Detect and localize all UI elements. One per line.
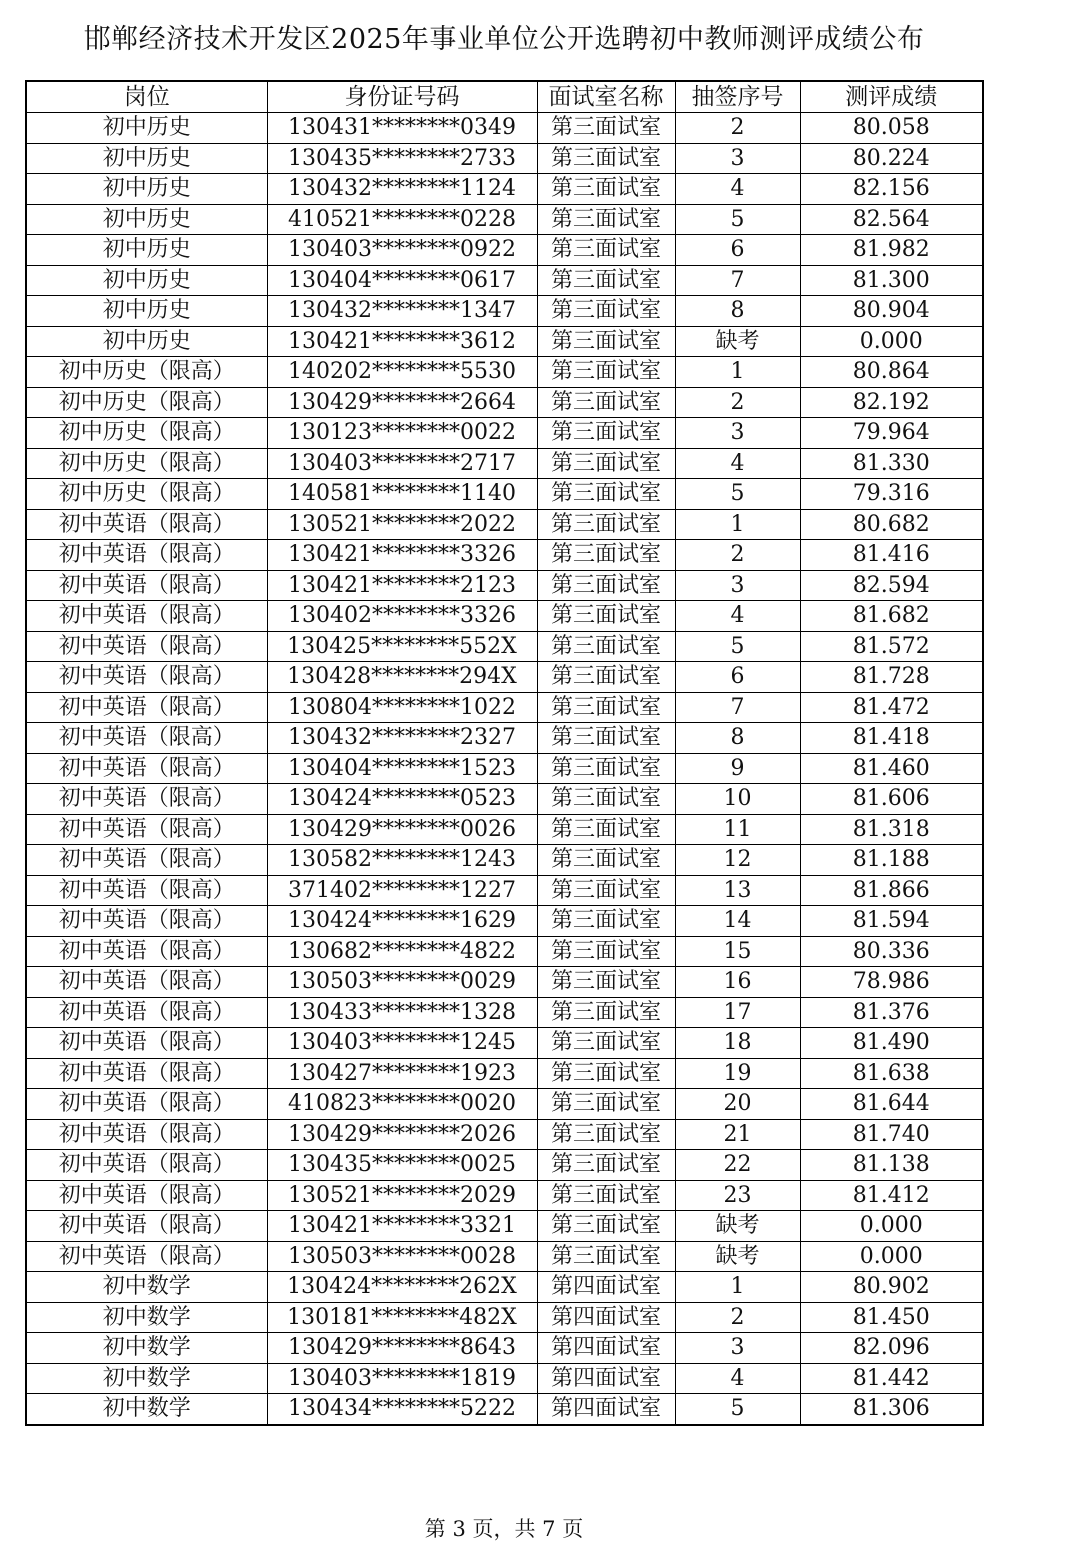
cell-draw-number: 4 — [675, 448, 800, 479]
table-row — [26, 692, 983, 723]
cell-score: 81.460 — [800, 753, 983, 784]
cell-draw-number: 9 — [675, 753, 800, 784]
cell-position: 初中历史（限高） — [26, 357, 267, 388]
cell-position: 初中历史（限高） — [26, 387, 267, 418]
cell-id-number: 130582********1243 — [267, 845, 537, 876]
cell-score: 81.318 — [800, 814, 983, 845]
cell-room-name: 第三面试室 — [537, 997, 675, 1028]
cell-room-name: 第三面试室 — [537, 418, 675, 449]
table-row — [26, 1028, 983, 1059]
cell-room-name: 第三面试室 — [537, 509, 675, 540]
cell-id-number: 130421********3612 — [267, 326, 537, 357]
cell-draw-number: 3 — [675, 418, 800, 449]
cell-room-name: 第三面试室 — [537, 967, 675, 998]
cell-score: 81.300 — [800, 265, 983, 296]
cell-room-name: 第三面试室 — [537, 601, 675, 632]
cell-id-number: 130421********3326 — [267, 540, 537, 571]
cell-room-name: 第三面试室 — [537, 357, 675, 388]
cell-score: 81.728 — [800, 662, 983, 693]
cell-draw-number: 7 — [675, 265, 800, 296]
cell-id-number: 130682********4822 — [267, 936, 537, 967]
cell-score: 81.638 — [800, 1058, 983, 1089]
cell-room-name: 第四面试室 — [537, 1333, 675, 1364]
cell-room-name: 第四面试室 — [537, 1363, 675, 1394]
cell-score: 81.606 — [800, 784, 983, 815]
cell-draw-number: 19 — [675, 1058, 800, 1089]
cell-draw-number: 6 — [675, 662, 800, 693]
table-row — [26, 479, 983, 510]
cell-draw-number: 5 — [675, 1394, 800, 1425]
table-row — [26, 1058, 983, 1089]
cell-id-number: 130804********1022 — [267, 692, 537, 723]
cell-draw-number: 20 — [675, 1089, 800, 1120]
cell-score: 0.000 — [800, 1241, 983, 1272]
cell-room-name: 第三面试室 — [537, 662, 675, 693]
cell-id-number: 130431********0349 — [267, 113, 537, 144]
cell-id-number: 130435********2733 — [267, 143, 537, 174]
cell-score: 80.902 — [800, 1272, 983, 1303]
cell-id-number: 130521********2022 — [267, 509, 537, 540]
cell-score: 0.000 — [800, 1211, 983, 1242]
cell-score: 81.740 — [800, 1119, 983, 1150]
cell-position: 初中英语（限高） — [26, 601, 267, 632]
cell-draw-number: 3 — [675, 570, 800, 601]
cell-draw-number: 缺考 — [675, 1241, 800, 1272]
cell-id-number: 130403********1819 — [267, 1363, 537, 1394]
cell-score: 81.450 — [800, 1302, 983, 1333]
cell-draw-number: 23 — [675, 1180, 800, 1211]
table-row — [26, 540, 983, 571]
cell-room-name: 第三面试室 — [537, 814, 675, 845]
cell-draw-number: 4 — [675, 601, 800, 632]
table-row — [26, 662, 983, 693]
table-row — [26, 1302, 983, 1333]
cell-position: 初中历史 — [26, 174, 267, 205]
cell-position: 初中数学 — [26, 1272, 267, 1303]
cell-draw-number: 11 — [675, 814, 800, 845]
cell-score: 82.564 — [800, 204, 983, 235]
cell-room-name: 第三面试室 — [537, 235, 675, 266]
cell-id-number: 130429********0026 — [267, 814, 537, 845]
table-row — [26, 570, 983, 601]
cell-room-name: 第三面试室 — [537, 784, 675, 815]
cell-room-name: 第三面试室 — [537, 479, 675, 510]
cell-draw-number: 18 — [675, 1028, 800, 1059]
cell-position: 初中英语（限高） — [26, 967, 267, 998]
cell-draw-number: 1 — [675, 509, 800, 540]
cell-position: 初中历史 — [26, 113, 267, 144]
table-row — [26, 387, 983, 418]
cell-room-name: 第三面试室 — [537, 845, 675, 876]
cell-score: 81.472 — [800, 692, 983, 723]
cell-position: 初中英语（限高） — [26, 1241, 267, 1272]
cell-draw-number: 4 — [675, 174, 800, 205]
cell-draw-number: 8 — [675, 723, 800, 754]
cell-position: 初中数学 — [26, 1302, 267, 1333]
table-row — [26, 845, 983, 876]
cell-id-number: 130403********1245 — [267, 1028, 537, 1059]
cell-room-name: 第四面试室 — [537, 1302, 675, 1333]
cell-room-name: 第四面试室 — [537, 1272, 675, 1303]
cell-room-name: 第三面试室 — [537, 204, 675, 235]
cell-position: 初中英语（限高） — [26, 570, 267, 601]
cell-room-name: 第三面试室 — [537, 387, 675, 418]
cell-score: 81.306 — [800, 1394, 983, 1425]
cell-draw-number: 17 — [675, 997, 800, 1028]
table-row — [26, 1089, 983, 1120]
cell-room-name: 第三面试室 — [537, 692, 675, 723]
cell-score: 0.000 — [800, 326, 983, 357]
cell-id-number: 130403********2717 — [267, 448, 537, 479]
cell-room-name: 第三面试室 — [537, 296, 675, 327]
cell-room-name: 第三面试室 — [537, 1180, 675, 1211]
table-row — [26, 1241, 983, 1272]
header-id-number: 身份证号码 — [267, 81, 537, 113]
table-row — [26, 906, 983, 937]
cell-room-name: 第三面试室 — [537, 570, 675, 601]
cell-score: 81.490 — [800, 1028, 983, 1059]
cell-position: 初中英语（限高） — [26, 723, 267, 754]
cell-id-number: 130428********294X — [267, 662, 537, 693]
table-row — [26, 723, 983, 754]
table-row — [26, 1272, 983, 1303]
cell-score: 78.986 — [800, 967, 983, 998]
cell-room-name: 第三面试室 — [537, 936, 675, 967]
cell-score: 80.224 — [800, 143, 983, 174]
cell-room-name: 第三面试室 — [537, 1089, 675, 1120]
table-row — [26, 814, 983, 845]
cell-id-number: 130503********0029 — [267, 967, 537, 998]
cell-position: 初中英语（限高） — [26, 1089, 267, 1120]
cell-id-number: 130432********1347 — [267, 296, 537, 327]
cell-score: 81.412 — [800, 1180, 983, 1211]
cell-position: 初中历史 — [26, 235, 267, 266]
cell-position: 初中历史 — [26, 326, 267, 357]
cell-score: 81.982 — [800, 235, 983, 266]
cell-room-name: 第三面试室 — [537, 753, 675, 784]
cell-position: 初中历史 — [26, 296, 267, 327]
cell-draw-number: 7 — [675, 692, 800, 723]
cell-id-number: 130433********1328 — [267, 997, 537, 1028]
cell-draw-number: 13 — [675, 875, 800, 906]
cell-draw-number: 8 — [675, 296, 800, 327]
cell-score: 80.864 — [800, 357, 983, 388]
cell-room-name: 第三面试室 — [537, 174, 675, 205]
table-row — [26, 1180, 983, 1211]
table-row — [26, 265, 983, 296]
table-row — [26, 418, 983, 449]
cell-position: 初中英语（限高） — [26, 997, 267, 1028]
table-row — [26, 174, 983, 205]
cell-position: 初中英语（限高） — [26, 936, 267, 967]
table-row — [26, 753, 983, 784]
table-row — [26, 296, 983, 327]
cell-draw-number: 2 — [675, 113, 800, 144]
table-row — [26, 1394, 983, 1425]
cell-position: 初中英语（限高） — [26, 631, 267, 662]
cell-draw-number: 2 — [675, 1302, 800, 1333]
cell-position: 初中英语（限高） — [26, 784, 267, 815]
cell-draw-number: 5 — [675, 204, 800, 235]
cell-id-number: 130521********2029 — [267, 1180, 537, 1211]
cell-score: 82.156 — [800, 174, 983, 205]
cell-draw-number: 4 — [675, 1363, 800, 1394]
cell-score: 81.418 — [800, 723, 983, 754]
cell-position: 初中英语（限高） — [26, 692, 267, 723]
table-row — [26, 326, 983, 357]
cell-score: 82.096 — [800, 1333, 983, 1364]
cell-score: 80.904 — [800, 296, 983, 327]
table-body — [26, 113, 983, 1425]
cell-position: 初中历史（限高） — [26, 479, 267, 510]
cell-position: 初中数学 — [26, 1394, 267, 1425]
cell-position: 初中英语（限高） — [26, 509, 267, 540]
table-header-row — [26, 81, 983, 113]
table-row — [26, 509, 983, 540]
cell-room-name: 第三面试室 — [537, 143, 675, 174]
cell-score: 79.316 — [800, 479, 983, 510]
cell-position: 初中历史 — [26, 143, 267, 174]
cell-id-number: 130404********0617 — [267, 265, 537, 296]
table-row — [26, 875, 983, 906]
cell-draw-number: 1 — [675, 357, 800, 388]
cell-id-number: 410521********0228 — [267, 204, 537, 235]
table-row — [26, 1333, 983, 1364]
cell-position: 初中英语（限高） — [26, 1211, 267, 1242]
cell-room-name: 第三面试室 — [537, 631, 675, 662]
page-title: 邯郸经济技术开发区2025年事业单位公开选聘初中教师测评成绩公布 — [83, 24, 925, 55]
cell-draw-number: 缺考 — [675, 1211, 800, 1242]
cell-position: 初中历史（限高） — [26, 448, 267, 479]
cell-id-number: 130424********262X — [267, 1272, 537, 1303]
cell-draw-number: 5 — [675, 631, 800, 662]
cell-score: 79.964 — [800, 418, 983, 449]
cell-draw-number: 10 — [675, 784, 800, 815]
cell-room-name: 第三面试室 — [537, 875, 675, 906]
cell-room-name: 第三面试室 — [537, 1150, 675, 1181]
table-row — [26, 204, 983, 235]
cell-position: 初中英语（限高） — [26, 906, 267, 937]
cell-id-number: 371402********1227 — [267, 875, 537, 906]
cell-id-number: 140581********1140 — [267, 479, 537, 510]
cell-score: 81.682 — [800, 601, 983, 632]
table-row — [26, 967, 983, 998]
cell-id-number: 130429********8643 — [267, 1333, 537, 1364]
cell-score: 81.416 — [800, 540, 983, 571]
cell-score: 81.594 — [800, 906, 983, 937]
table-row — [26, 1150, 983, 1181]
cell-score: 81.138 — [800, 1150, 983, 1181]
cell-id-number: 130421********3321 — [267, 1211, 537, 1242]
header-score: 测评成绩 — [800, 81, 983, 113]
cell-score: 81.188 — [800, 845, 983, 876]
cell-position: 初中英语（限高） — [26, 1058, 267, 1089]
cell-draw-number: 6 — [675, 235, 800, 266]
header-room-name: 面试室名称 — [537, 81, 675, 113]
cell-id-number: 130432********1124 — [267, 174, 537, 205]
cell-draw-number: 16 — [675, 967, 800, 998]
table-row — [26, 1363, 983, 1394]
cell-id-number: 130425********552X — [267, 631, 537, 662]
cell-position: 初中历史 — [26, 204, 267, 235]
cell-room-name: 第三面试室 — [537, 540, 675, 571]
table-row — [26, 357, 983, 388]
table-row — [26, 143, 983, 174]
cell-room-name: 第三面试室 — [537, 723, 675, 754]
cell-draw-number: 2 — [675, 387, 800, 418]
table-row — [26, 936, 983, 967]
cell-room-name: 第三面试室 — [537, 265, 675, 296]
cell-score: 82.594 — [800, 570, 983, 601]
cell-draw-number: 3 — [675, 1333, 800, 1364]
cell-id-number: 130403********0922 — [267, 235, 537, 266]
cell-score: 81.376 — [800, 997, 983, 1028]
header-position: 岗位 — [26, 81, 267, 113]
cell-room-name: 第三面试室 — [537, 1119, 675, 1150]
cell-position: 初中数学 — [26, 1363, 267, 1394]
cell-room-name: 第三面试室 — [537, 1028, 675, 1059]
table-row — [26, 997, 983, 1028]
cell-room-name: 第三面试室 — [537, 1058, 675, 1089]
cell-room-name: 第三面试室 — [537, 906, 675, 937]
table-row — [26, 784, 983, 815]
cell-position: 初中英语（限高） — [26, 1150, 267, 1181]
table-row — [26, 631, 983, 662]
cell-position: 初中英语（限高） — [26, 1028, 267, 1059]
cell-draw-number: 21 — [675, 1119, 800, 1150]
cell-id-number: 130429********2026 — [267, 1119, 537, 1150]
page-number: 第 3 页，共 7 页 — [424, 1517, 584, 1541]
results-table — [25, 80, 984, 1426]
cell-room-name: 第四面试室 — [537, 1394, 675, 1425]
cell-id-number: 130503********0028 — [267, 1241, 537, 1272]
cell-score: 80.336 — [800, 936, 983, 967]
cell-id-number: 130424********1629 — [267, 906, 537, 937]
cell-id-number: 130434********5222 — [267, 1394, 537, 1425]
header-draw-number: 抽签序号 — [675, 81, 800, 113]
cell-id-number: 130123********0022 — [267, 418, 537, 449]
cell-score: 80.058 — [800, 113, 983, 144]
cell-id-number: 130429********2664 — [267, 387, 537, 418]
cell-id-number: 140202********5530 — [267, 357, 537, 388]
cell-id-number: 130404********1523 — [267, 753, 537, 784]
cell-id-number: 130435********0025 — [267, 1150, 537, 1181]
cell-draw-number: 5 — [675, 479, 800, 510]
cell-position: 初中英语（限高） — [26, 845, 267, 876]
cell-position: 初中英语（限高） — [26, 540, 267, 571]
table-row — [26, 235, 983, 266]
cell-position: 初中历史（限高） — [26, 418, 267, 449]
cell-room-name: 第三面试室 — [537, 1211, 675, 1242]
cell-position: 初中数学 — [26, 1333, 267, 1364]
cell-score: 81.866 — [800, 875, 983, 906]
cell-score: 81.442 — [800, 1363, 983, 1394]
cell-position: 初中英语（限高） — [26, 1119, 267, 1150]
cell-room-name: 第三面试室 — [537, 326, 675, 357]
cell-id-number: 130402********3326 — [267, 601, 537, 632]
cell-draw-number: 缺考 — [675, 326, 800, 357]
cell-id-number: 130181********482X — [267, 1302, 537, 1333]
cell-score: 81.644 — [800, 1089, 983, 1120]
cell-score: 81.330 — [800, 448, 983, 479]
cell-score: 80.682 — [800, 509, 983, 540]
cell-id-number: 130421********2123 — [267, 570, 537, 601]
cell-position: 初中历史 — [26, 265, 267, 296]
cell-score: 82.192 — [800, 387, 983, 418]
table-row — [26, 1119, 983, 1150]
cell-draw-number: 22 — [675, 1150, 800, 1181]
cell-position: 初中英语（限高） — [26, 814, 267, 845]
cell-draw-number: 1 — [675, 1272, 800, 1303]
cell-room-name: 第三面试室 — [537, 1241, 675, 1272]
cell-draw-number: 14 — [675, 906, 800, 937]
cell-position: 初中英语（限高） — [26, 875, 267, 906]
table-row — [26, 1211, 983, 1242]
cell-score: 81.572 — [800, 631, 983, 662]
cell-position: 初中英语（限高） — [26, 1180, 267, 1211]
cell-position: 初中英语（限高） — [26, 753, 267, 784]
cell-id-number: 130424********0523 — [267, 784, 537, 815]
table-row — [26, 113, 983, 144]
cell-room-name: 第三面试室 — [537, 448, 675, 479]
cell-draw-number: 2 — [675, 540, 800, 571]
cell-id-number: 410823********0020 — [267, 1089, 537, 1120]
cell-id-number: 130432********2327 — [267, 723, 537, 754]
cell-draw-number: 12 — [675, 845, 800, 876]
cell-draw-number: 15 — [675, 936, 800, 967]
cell-room-name: 第三面试室 — [537, 113, 675, 144]
table-row — [26, 448, 983, 479]
cell-draw-number: 3 — [675, 143, 800, 174]
table-row — [26, 601, 983, 632]
cell-position: 初中英语（限高） — [26, 662, 267, 693]
cell-id-number: 130427********1923 — [267, 1058, 537, 1089]
